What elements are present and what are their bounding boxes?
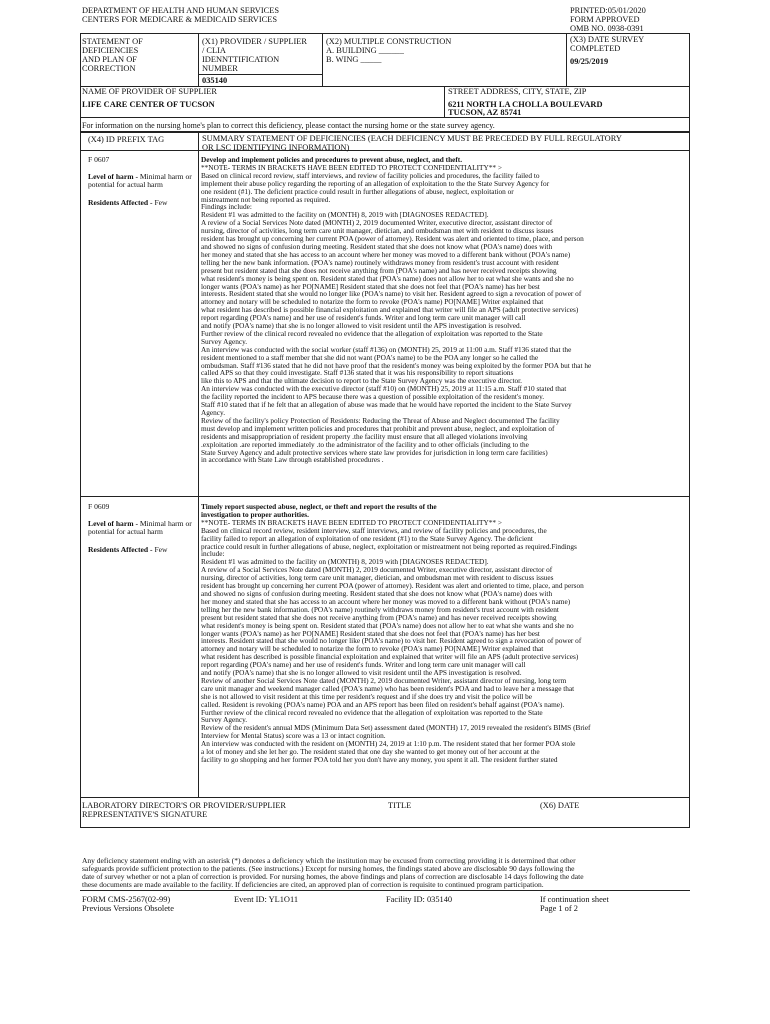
department-name: DEPARTMENT OF HEALTH AND HUMAN SERVICES <box>82 6 279 15</box>
narrative-line: Resident #1 was admitted to the facility on (MONTH) 8, 2019 with [DIAGNOSES REDACTED]. <box>201 210 489 220</box>
address-line-2: TUCSON, AZ 85741 <box>448 108 522 117</box>
narrative-line: longer wants (POA's name) as her PO[NAME] Resident stated that she does not feel that (POA's name) has her best <box>201 281 540 291</box>
narrative-line: and showed no signs of confusion during meeting. Resident stated that she does not know what (POA's name) does with <box>201 241 553 251</box>
footnote-line: date of survey whether or not a plan of correction is provided. For nursing homes, the above findings and plans of correction are disclosable 14 days following the date <box>82 872 584 881</box>
narrative-line: **NOTE- TERMS IN BRACKETS HAVE BEEN EDITED TO PROTECT CONFIDENTIALITY** > <box>201 517 502 527</box>
narrative-line: a lot of money and she let her go. The resident stated that one day she wanted to get money out of her account at the <box>201 747 540 757</box>
narrative-line: ombudsman. Staff #136 stated that he did not have proof that the resident's money was being exploited by the former POA but that he <box>201 360 592 370</box>
narrative-line: called APS so that they could investigate. Staff #136 stated that it was his responsibility to report situations <box>201 368 514 378</box>
deficiency-narrative <box>201 156 689 464</box>
page-info <box>540 895 609 913</box>
narrative-line: Review of the resident's annual MDS (Minimum Data Set) assessment dated (MONTH) 17, 2019 revealed the resident's BIMS (Brief <box>201 723 591 733</box>
narrative-line: Staff #10 stated that if he felt that an allegation of abuse was made that he would have reported the incident to the State Survey <box>201 400 572 410</box>
narrative-line: investigation to proper authorities. <box>201 509 309 519</box>
narrative-line: resident has brought up concerning her current POA (power of attorney). Resident was alert and oriented to time, place, and person <box>201 234 584 244</box>
narrative-line: implement their abuse policy regarding the reporting of an allegation of exploitation to the the State Survey Agency for <box>201 178 550 188</box>
address-line-1: 6211 NORTH LA CHOLLA BOULEVARD <box>448 100 603 109</box>
narrative-line: A review of a Social Services Note dated (MONTH) 2, 2019 documented Writer, executive director, assistant director of <box>201 565 553 575</box>
narrative-line: and notify (POA's name) that she is no longer allowed to visit resident until the APS investigation is resolved. <box>201 321 522 331</box>
previous-versions: Previous Versions Obsolete <box>82 904 174 913</box>
narrative-line: in accordance with State Law through established procedures . <box>201 455 384 465</box>
deficiency-tag: F 0609 <box>88 502 110 511</box>
narrative-line: An interview was conducted with the resident on (MONTH) 24, 2019 at 1:10 p.m. The resident stated that her former POA stole <box>201 739 576 749</box>
deficiency-tag-block <box>88 156 193 207</box>
footnote <box>82 857 692 889</box>
deficiency-tag: F 0607 <box>88 155 110 164</box>
narrative-line: include: <box>201 549 225 559</box>
footnote-line: safeguards provide sufficient protection to the patients. (See instructions.) Except for nursing homes, the findings stated above are disclosable 90 days following the <box>82 864 575 873</box>
level-of-harm-label: Level of harm - <box>88 519 140 529</box>
narrative-line: her money and stated that she has access to an account where her money was moved to a different bank without (POA's name) <box>201 249 571 259</box>
provider-id-value: 035140 <box>202 76 228 85</box>
narrative-line: Agency. <box>201 408 226 417</box>
narrative-line: Interview for Mental Status) score was a 13 or intact cognition. <box>201 731 386 741</box>
narrative-line: Develop and implement policies and procedures to prevent abuse, neglect, and theft. <box>201 155 463 164</box>
level-of-harm-value: Minimal harm or potential for actual harm <box>88 519 192 537</box>
narrative-line: her money and stated that she has access to an account where her money was moved to a different bank without (POA's name) <box>201 596 571 606</box>
narrative-line: what resident has described is possible financial exploitation and explained that writer will file an APS (adult protective services) <box>201 305 579 315</box>
signature-label-line: LABORATORY DIRECTOR'S OR PROVIDER/SUPPLIER <box>82 801 287 810</box>
provider-id-label-line: / CLIA <box>202 46 226 55</box>
narrative-line: nursing, director of activities, long term care unit manager, dietician, and ombudsman met with resident to discuss issues <box>201 226 554 236</box>
narrative-line: present but resident stated that she does not receive anything from (POA's name) and has never received receipts showing <box>201 612 557 622</box>
provider-name: LIFE CARE CENTER OF TUCSON <box>82 100 215 109</box>
residents-affected-value: Few <box>154 197 168 207</box>
deficiency-narrative <box>201 503 689 764</box>
signature-label <box>82 801 286 819</box>
form-approved-label: FORM APPROVED <box>570 15 640 24</box>
footnote-line: these documents are made available to the facility. If deficiencies are cited, an approved plan of correction is requisite to continued program participation. <box>82 880 544 889</box>
level-of-harm-value: Minimal harm or potential for actual harm <box>88 172 192 190</box>
narrative-line: Based on clinical record review, resident interview, staff interviews, and review of facility policies and procedures, the <box>201 525 547 535</box>
page-number: Page 1 of 2 <box>540 904 578 913</box>
narrative-line: Further review of the clinical record revealed no evidence that the allegation of exploitation was reported to the State <box>201 707 543 717</box>
footnote-line: Any deficiency statement ending with an asterisk (*) denotes a deficiency which the institution may be excused from correcting providing it is determined that other <box>82 856 576 865</box>
narrative-line: what resident's money is being spent on. Resident stated that (POA's name) does not allow her to eat what she wants and she no <box>201 620 574 630</box>
provider-id-label <box>202 37 307 73</box>
narrative-line: An interview was conducted with the executive director (staff #10) on (MONTH) 25, 2019 at 11:15 a.m. Staff #10 stated that <box>201 384 567 394</box>
narrative-line: present but resident stated that she does not receive anything from (POA's name) and has never received receipts showing <box>201 265 557 275</box>
date-label: (X6) DATE <box>540 801 580 810</box>
narrative-line: resident mentioned to a staff member that she did not want (POA's name) to be the POA any longer so he called the <box>201 352 539 362</box>
omb-number: OMB NO. 0938-0391 <box>570 24 644 33</box>
level-of-harm-label: Level of harm - <box>88 172 140 182</box>
narrative-line: interests. Resident stated that she would no longer like (POA's name) to visit her. Resident agreed to sign a revocation of power of <box>201 289 582 299</box>
deficiency-tag-block <box>88 503 193 554</box>
narrative-line: attorney and notary will be scheduled to notarize the form to revoke (POA's name) PO[NAME] Writer explained that <box>201 297 544 307</box>
title-label: TITLE <box>388 801 412 810</box>
narrative-line: A review of a Social Services Note dated (MONTH) 2, 2019 documented Writer, executive director, assistant director of <box>201 218 553 228</box>
statement-label-line: STATEMENT OF <box>82 37 143 46</box>
divider <box>444 86 445 117</box>
narrative-line: Review of the facility's policy Protection of Residents: Reducing the Threat of Abuse and Neglect documented The facility <box>201 415 560 425</box>
narrative-line: nursing, director of activities, long term care unit manager, dietician, and ombudsman met with resident to discuss issues <box>201 573 554 583</box>
divider <box>198 33 199 86</box>
narrative-line: telling her the new bank information. (POA's name) routinely withdraws money from resident's trust account with resident <box>201 604 559 614</box>
narrative-line: and showed no signs of confusion during meeting. Resident stated that she does not know what (POA's name) does with <box>201 588 553 598</box>
continuation-label: If continuation sheet <box>540 895 609 904</box>
narrative-line: called. Resident is revoking (POA's name) POA and an APS report has been filed on resident's behalf against (POA's name). <box>201 699 565 709</box>
id-prefix-tag-header: (X4) ID PREFIX TAG <box>88 135 165 144</box>
facility-id: Facility ID: 035140 <box>386 895 453 904</box>
narrative-line: Findings include: <box>201 202 252 212</box>
narrative-line: report regarding (POA's name) and her use of resident's funds. Writer and long term care unit manager will call <box>201 660 526 670</box>
narrative-line: **NOTE- TERMS IN BRACKETS HAVE BEEN EDITED TO PROTECT CONFIDENTIALITY** > <box>201 162 502 172</box>
narrative-line: resident has brought up concerning her current POA (power of attorney). Resident was alert and oriented to time, place, and person <box>201 581 584 591</box>
divider <box>566 33 567 86</box>
provider-id-label-line: (X1) PROVIDER / SUPPLIER <box>202 37 307 46</box>
narrative-line: one resident (#1). The deficient practice could result in further allegations of abuse, neglect, exploitation or <box>201 186 514 196</box>
narrative-line: State Survey Agency and adult protective services where state law provides for jurisdiction in long term care facilities) <box>201 447 548 457</box>
survey-date-value: 09/25/2019 <box>570 57 609 66</box>
narrative-line: Further review of the clinical record revealed no evidence that the allegation of exploitation was reported to the State <box>201 328 543 338</box>
provider-id-label-line: IDENNTTIFICATION <box>202 55 280 64</box>
narrative-line: Survey Agency. <box>201 336 248 346</box>
survey-date-label <box>570 35 644 53</box>
form-status-block <box>570 6 646 33</box>
residents-affected <box>88 199 193 207</box>
form-id: FORM CMS-2567(02-99) <box>82 895 171 904</box>
narrative-line: longer wants (POA's name) as her PO[NAME] Resident stated that she does not feel that (POA's name) has her best <box>201 628 540 638</box>
narrative-line: telling her the new bank information. (POA's name) routinely withdraws money from resident's trust account with resident <box>201 257 559 267</box>
narrative-line: An interview was conducted with the social worker (staff #136) on (MONTH) 25, 2019 at 11:00 a.m. Staff #136 stated that the <box>201 344 572 354</box>
narrative-line: facility to go shopping and her former POA told her you don't have any money, you spent it all. The resident further stated <box>201 755 558 764</box>
narrative-line: she is not allowed to visit resident at this time per resident's request and if she does try and visit the police will be <box>201 691 533 701</box>
multiple-construction <box>326 37 451 64</box>
narrative-line: Resident #1 was admitted to the facility on (MONTH) 8, 2019 with [DIAGNOSES REDACTED]. <box>201 557 489 567</box>
multiple-construction-label: (X2) MULTIPLE CONSTRUCTION <box>326 37 452 46</box>
summary-header-line: SUMMARY STATEMENT OF DEFICIENCIES (EACH DEFICIENCY MUST BE PRECEDED BY FULL REGULATORY <box>202 134 622 143</box>
divider <box>322 33 323 86</box>
agency-header <box>82 6 279 24</box>
residents-affected-value: Few <box>154 544 168 554</box>
narrative-line: Timely report suspected abuse, neglect, or theft and report the results of the <box>201 502 437 511</box>
narrative-line: residents and misappropriation of resident property .the facility must ensure that all alleged violations involving <box>201 431 528 441</box>
event-id: Event ID: YL1O11 <box>234 895 299 904</box>
form-id-block <box>82 895 174 913</box>
narrative-line: Review of another Social Services Note dated (MONTH) 2, 2019 documented Writer, assistant director of nursing, long term <box>201 675 567 685</box>
narrative-line: mistreatment not being reported as required. <box>201 194 331 204</box>
summary-header-line: OR LSC IDENTIFYING INFORMATION) <box>202 143 350 152</box>
statement-label-line: DEFICIENCIES <box>82 46 139 55</box>
divider <box>80 496 690 497</box>
residents-affected-label: Residents Affected - <box>88 197 155 207</box>
narrative-line: practice could result in further allegations of abuse, neglect, exploitation or mistreatment not being reported as required.Findings <box>201 541 577 551</box>
divider <box>198 74 322 75</box>
statement-label <box>82 37 143 73</box>
narrative-line: report regarding (POA's name) and her use of resident's funds. Writer and long term care unit manager will call <box>201 313 526 323</box>
statement-label-line: AND PLAN OF <box>82 55 137 64</box>
residents-affected-label: Residents Affected - <box>88 544 155 554</box>
statement-label-line: CORRECTION <box>82 64 136 73</box>
narrative-line: what resident has described is possible financial exploitation and explained that writer will file an APS (adult protective services) <box>201 652 579 662</box>
address-label: STREET ADDRESS, CITY, STATE, ZIP <box>448 87 587 96</box>
narrative-line: like this to APS and that the ultimate decision to report to the State Survey Agency was the executive director. <box>201 376 522 386</box>
signature-label-line: REPRESENTATIVE'S SIGNATURE <box>82 810 208 819</box>
survey-date-label-line: (X3) DATE SURVEY <box>570 35 645 44</box>
narrative-line: care unit manager and weekend manager called (POA's name) who has been resident's POA and had to leave her a message that <box>201 683 575 693</box>
narrative-line: what resident's money is being spent on. Resident stated that (POA's name) does not allow her to eat what she wants and she no <box>201 273 574 283</box>
wing-field: B. WING _____ <box>326 55 382 64</box>
info-line: For information on the nursing home's plan to correct this deficiency, please contact the nursing home or the state survey agency. <box>82 121 495 130</box>
narrative-line: interests. Resident stated that she would no longer like (POA's name) to visit her. Resident agreed to sign a revocation of power of <box>201 636 582 646</box>
level-of-harm <box>88 173 193 189</box>
narrative-line: attorney and notary will be scheduled to notarize the form to revoke (POA's name) PO[NAME] Writer explained that <box>201 644 544 654</box>
narrative-line: Based on clinical record review, staff interviews, and review of facility policies and procedures, the facility failed to <box>201 170 540 180</box>
provider-id-label-line: NUMBER <box>202 64 238 73</box>
printed-date: PRINTED:05/01/2020 <box>570 6 646 15</box>
residents-affected <box>88 546 193 554</box>
divider <box>80 117 690 118</box>
level-of-harm <box>88 520 193 536</box>
narrative-line: and notify (POA's name) that she is no longer allowed to visit resident until the APS investigation is resolved. <box>201 668 522 678</box>
narrative-line: facility failed to report an allegation of exploitation of one resident (#1) to the State Survey Agency. The deficient <box>201 533 533 543</box>
summary-header <box>202 134 622 152</box>
survey-date-label-line: COMPLETED <box>570 44 621 53</box>
building-field: A. BUILDING ______ <box>326 46 404 55</box>
divider <box>80 890 690 891</box>
divider <box>198 132 199 798</box>
centers-name: CENTERS FOR MEDICARE & MEDICAID SERVICES <box>82 15 277 24</box>
narrative-line: the facility reported the incident to APS because there was a question of possible exploitation of the resident's money. <box>201 392 545 402</box>
provider-name-label: NAME OF PROVIDER OF SUPPLIER <box>82 87 217 96</box>
narrative-line: .exploitation .are reported immediately .to the administrator of the facility and to other officials (including to the <box>201 439 529 449</box>
narrative-line: Survey Agency. <box>201 715 248 725</box>
narrative-line: must develop and implement written policies and procedures that prohibit and prevent abuse, neglect, and exploitation of <box>201 423 555 433</box>
